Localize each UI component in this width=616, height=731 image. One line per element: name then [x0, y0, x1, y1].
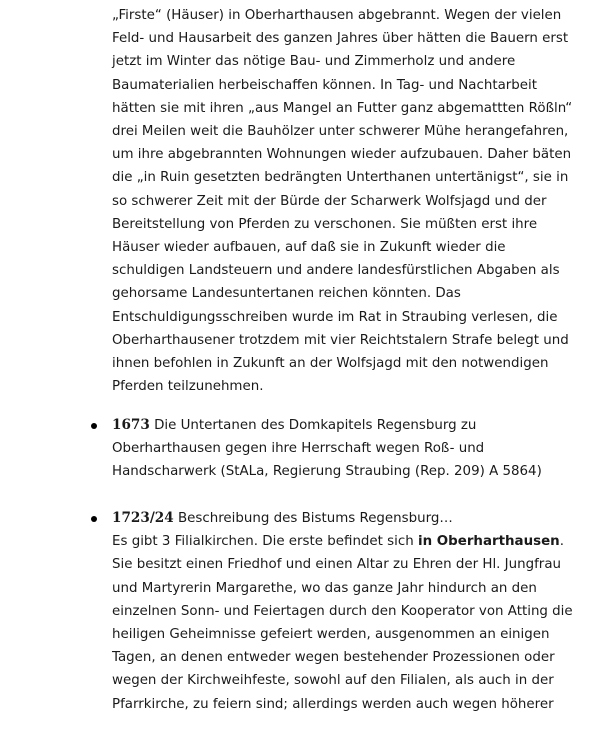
- intro-paragraph: [112, 4, 612, 398]
- entry-text: Handscharwerk (StALa, Regierung Straubing (Rep. 209) A 5864): [112, 464, 542, 480]
- paragraph-line: hätten sie mit ihren „aus Mangel an Futter ganz abgemattten Rößln“: [112, 100, 573, 116]
- entry-text: Sie besitzt einen Friedhof und einen Altar zu Ehren der Hl. Jungfrau: [112, 557, 562, 573]
- paragraph-line: schuldigen Landsteuern und andere landesfürstlichen Abgaben als: [112, 263, 560, 279]
- paragraph-line: Pferden teilzunehmen.: [112, 379, 264, 395]
- paragraph-line: um ihre abgebrannten Wohnungen wieder aufzubauen. Daher bäten: [112, 147, 572, 163]
- entry-text: Beschreibung des Bistums Regensburg…: [173, 511, 453, 526]
- paragraph-line: Feld- und Hausarbeit des ganzen Jahres über hätten die Bauern erst: [112, 31, 569, 47]
- entry-year: 1723/24: [112, 510, 174, 526]
- entry-text: einzelnen Sonn- und Feiertagen durch den Kooperator von Atting die: [112, 603, 573, 619]
- list-item-1723: [112, 507, 612, 716]
- paragraph-line: die „in Ruin gesetzten bedrängten Unterthanen untertänigst“, sie in: [112, 170, 569, 186]
- entry-text: Es gibt 3 Filialkirchen. Die erste befindet sich: [112, 534, 418, 550]
- entry-text: heiligen Geheimnisse gefeiert werden, ausgenommen an einigen: [112, 627, 550, 643]
- paragraph-line: gehorsame Landesuntertanen reichen könnten. Das: [112, 286, 461, 302]
- entry-text: Pfarrkirche, zu feiern sind; allerdings werden auch wegen höherer: [112, 696, 554, 712]
- entry-text: und Martyrerin Margarethe, wo das ganze Jahr hindurch an den: [112, 580, 537, 596]
- paragraph-line: Häuser wieder aufbauen, auf daß sie in Zukunft wieder die: [112, 240, 506, 256]
- list-item-1673: [112, 414, 612, 484]
- bullet-icon: [91, 423, 97, 429]
- paragraph-line: Entschuldigungsschreiben wurde im Rat in Straubing verlesen, die: [112, 309, 558, 325]
- paragraph-line: Oberharthausener trotzdem mit vier Reichtstalern Strafe belegt und: [112, 332, 569, 348]
- paragraph-line: „Firste“ (Häuser) in Oberharthausen abgebrannt. Wegen der vielen: [112, 8, 562, 23]
- place-name: in Oberharthausen: [417, 534, 560, 550]
- entry-text: Die Untertanen des Domkapitels Regensburg zu: [149, 418, 477, 433]
- entry-text: Oberharthausen gegen ihre Herrschaft wegen Roß- und: [112, 441, 485, 457]
- paragraph-line: jetzt im Winter das nötige Bau- und Zimmerholz und andere: [112, 54, 516, 70]
- paragraph-line: ihnen befohlen in Zukunft an der Wolfsjagd mit den notwendigen: [112, 356, 549, 372]
- paragraph-line: drei Meilen weit die Bauhölzer unter schwerer Mühe herangefahren,: [112, 124, 569, 140]
- entry-year: 1673: [112, 417, 150, 433]
- paragraph-line: Bereitstellung von Pferden zu verschonen. Sie müßten erst ihre: [112, 216, 538, 232]
- paragraph-line: Baumaterialien herbeischaffen können. In Tag- und Nachtarbeit: [112, 77, 538, 93]
- entry-text: Tagen, an denen entweder wegen bestehender Prozessionen oder: [112, 650, 555, 666]
- entry-text: .: [559, 534, 564, 550]
- entry-text: wegen der Kirchweihfeste, sowohl auf den Filialen, als auch in der: [112, 673, 554, 689]
- bullet-icon: [91, 516, 97, 522]
- paragraph-line: so schwerer Zeit mit der Bürde der Scharwerk Wolfsjagd und der: [112, 193, 547, 209]
